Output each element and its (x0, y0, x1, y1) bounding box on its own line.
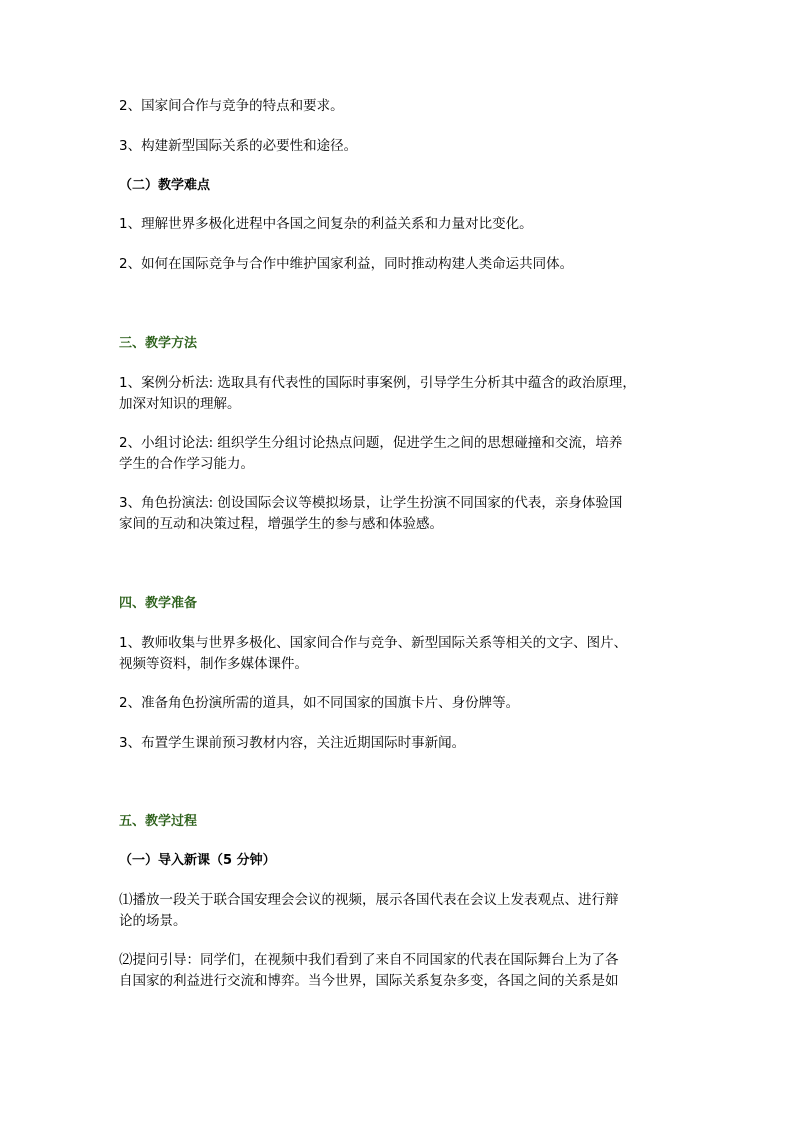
method-item-2-line-2: 学生的合作学习能力。 (119, 456, 254, 472)
method-item-2-line-1: 2、小组讨论法: 组织学生分组讨论热点问题，促进学生之间的思想碰撞和交流，培养 (119, 435, 623, 451)
process-step-1-line-2: 论的场景。 (119, 913, 187, 929)
preparation-item-2: 2、准备角色扮演所需的道具，如不同国家的国旗卡片、身份牌等。 (119, 695, 520, 711)
method-item-3-line-1: 3、角色扮演法: 创设国际会议等模拟场景，让学生扮演不同国家的代表，亲身体验国 (119, 495, 623, 511)
difficulties-heading: （二）教学难点 (119, 178, 211, 193)
intro-heading: （一）导入新课（5 分钟） (119, 853, 276, 868)
process-heading: 五、教学过程 (119, 814, 198, 829)
key-point-item-3: 3、构建新型国际关系的必要性和途径。 (119, 138, 358, 154)
process-step-1-line-1: ⑴播放一段关于联合国安理会会议的视频，展示各国代表在会议上发表观点、进行辩 (119, 892, 619, 908)
process-step-2-line-2: 自国家的利益进行交流和博弈。当今世界，国际关系复杂多变，各国之间的关系是如 (119, 973, 619, 989)
methods-heading: 三、教学方法 (119, 336, 198, 351)
method-item-1-line-1: 1、案例分析法: 选取具有代表性的国际时事案例，引导学生分析其中蕴含的政治原理， (119, 375, 636, 391)
preparation-item-1-line-2: 视频等资料，制作多媒体课件。 (119, 656, 308, 672)
process-step-2-line-1: ⑵提问引导：同学们，在视频中我们看到了来自不同国家的代表在国际舞台上为了各 (119, 952, 619, 968)
preparation-heading: 四、教学准备 (119, 596, 198, 611)
preparation-item-1-line-1: 1、教师收集与世界多极化、国家间合作与竞争、新型国际关系等相关的文字、图片、 (119, 635, 628, 651)
method-item-3-line-2: 家间的互动和决策过程，增强学生的参与感和体验感。 (119, 516, 443, 532)
difficulty-item-2: 2、如何在国际竞争与合作中维护国家利益，同时推动构建人类命运共同体。 (119, 256, 574, 272)
preparation-item-3: 3、布置学生课前预习教材内容，关注近期国际时事新闻。 (119, 735, 466, 751)
method-item-1-line-2: 加深对知识的理解。 (119, 396, 241, 412)
key-point-item-2: 2、国家间合作与竞争的特点和要求。 (119, 98, 344, 114)
difficulty-item-1: 1、理解世界多极化进程中各国之间复杂的利益关系和力量对比变化。 (119, 216, 533, 232)
